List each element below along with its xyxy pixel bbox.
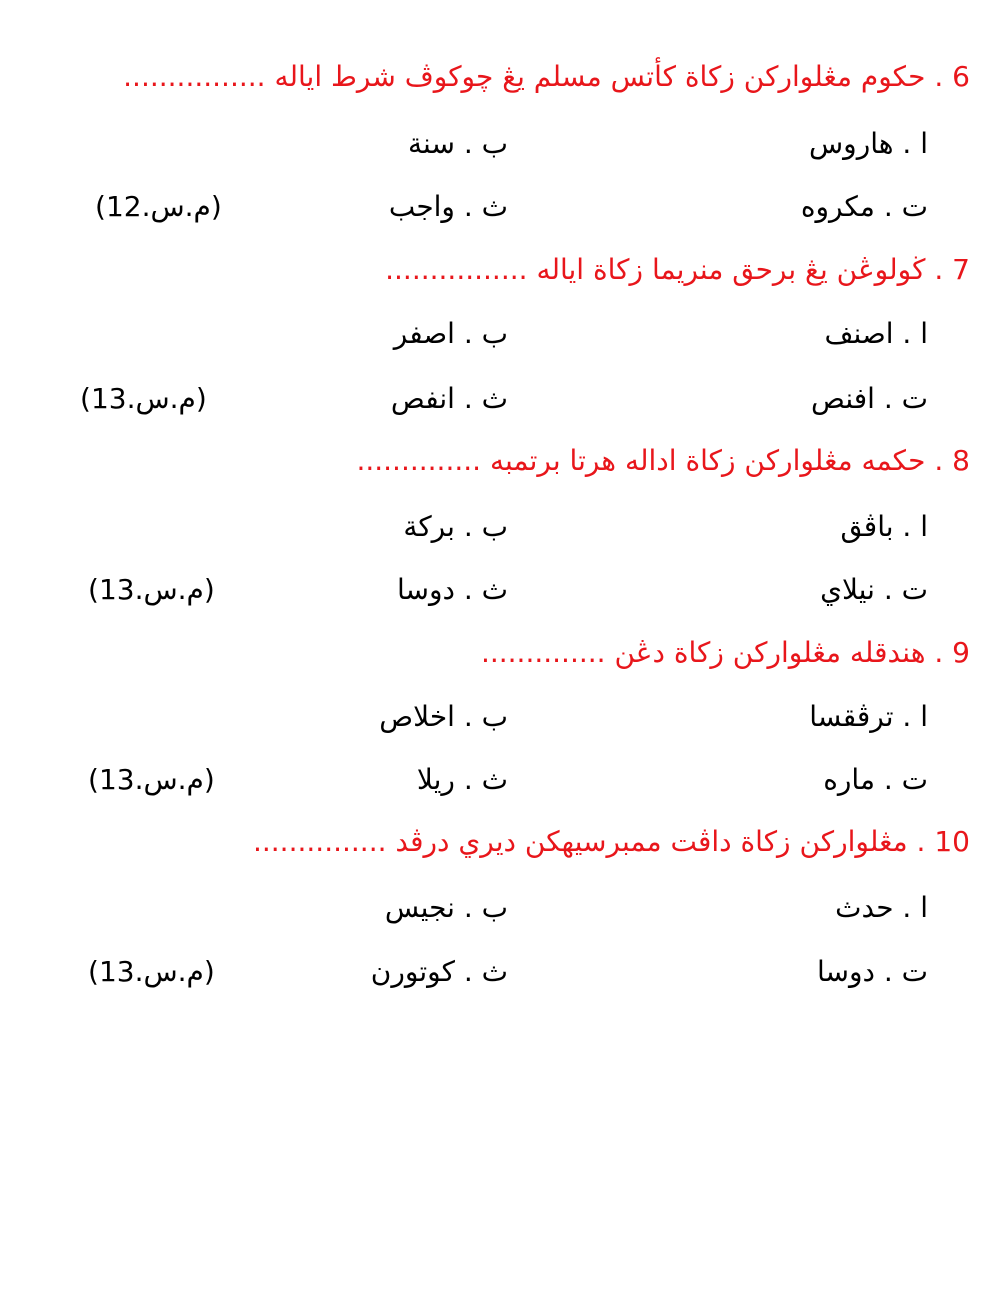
question-text: . حکوم مڠلوارکن زکاة کأتس مسلم يڠ چوکوڤ شرط اياله (274, 60, 944, 93)
question-9-title (481, 633, 970, 673)
answer-blank: ............... (252, 825, 387, 858)
option-b[interactable]: ب . اصفر (393, 317, 508, 350)
option-a[interactable]: ا . هاروس (809, 127, 928, 160)
option-a[interactable]: ا . باڤق (840, 510, 928, 543)
question-number: 9 (952, 636, 970, 669)
question-6-title (123, 57, 970, 97)
option-b[interactable]: ب . برکة (403, 510, 508, 543)
reference-label: (م.س.13) (88, 763, 215, 796)
question-number: 10 (934, 825, 970, 858)
option-d[interactable]: ث . ريلا (416, 763, 508, 796)
reference-label: (م.س.12) (95, 190, 222, 223)
option-c[interactable]: ت . ماره (823, 763, 928, 796)
question-text: . حکمه مڠلوارکن زکاة اداله هرتا برتمبه (489, 444, 944, 477)
option-a[interactable]: ا . اصنف (824, 317, 928, 350)
question-text: . ڬولوڠن يڠ برحق منريما زکاة اياله (536, 253, 944, 286)
question-text: . مڠلوارکن زکاة داڤت ممبرسيهکن ديري درڤد (395, 825, 926, 858)
answer-blank: .............. (480, 636, 606, 669)
option-a[interactable]: ا . ترڤقسا (809, 700, 928, 733)
option-d[interactable]: ث . دوسا (396, 573, 508, 606)
question-8-title (356, 441, 970, 481)
option-b[interactable]: ب . سنة (408, 127, 508, 160)
option-a[interactable]: ا . حدث (835, 891, 928, 924)
option-c[interactable]: ت . مکروه (800, 190, 928, 223)
option-c[interactable]: ت . نيلاي (820, 573, 928, 606)
question-number: 6 (952, 60, 970, 93)
question-number: 7 (952, 253, 970, 286)
question-number: 8 (952, 444, 970, 477)
reference-label: (م.س.13) (88, 573, 215, 606)
reference-label: (م.س.13) (80, 382, 207, 415)
answer-blank: .............. (356, 444, 482, 477)
option-c[interactable]: ت . افنص (811, 382, 928, 415)
question-text: . هندقله مڠلوارکن زکاة دڠن (614, 636, 944, 669)
reference-label: (م.س.13) (88, 955, 215, 988)
answer-blank: ................ (385, 253, 528, 286)
option-b[interactable]: ب . اخلاص (379, 700, 508, 733)
option-d[interactable]: ث . واجب (388, 190, 508, 223)
question-7-title (385, 250, 970, 290)
option-d[interactable]: ث . انفص (390, 382, 508, 415)
option-d[interactable]: ث . کوتورن (370, 955, 508, 988)
answer-blank: ................ (123, 60, 266, 93)
question-10-title (253, 822, 970, 862)
option-b[interactable]: ب . نجيس (384, 891, 508, 924)
option-c[interactable]: ت . دوسا (816, 955, 928, 988)
